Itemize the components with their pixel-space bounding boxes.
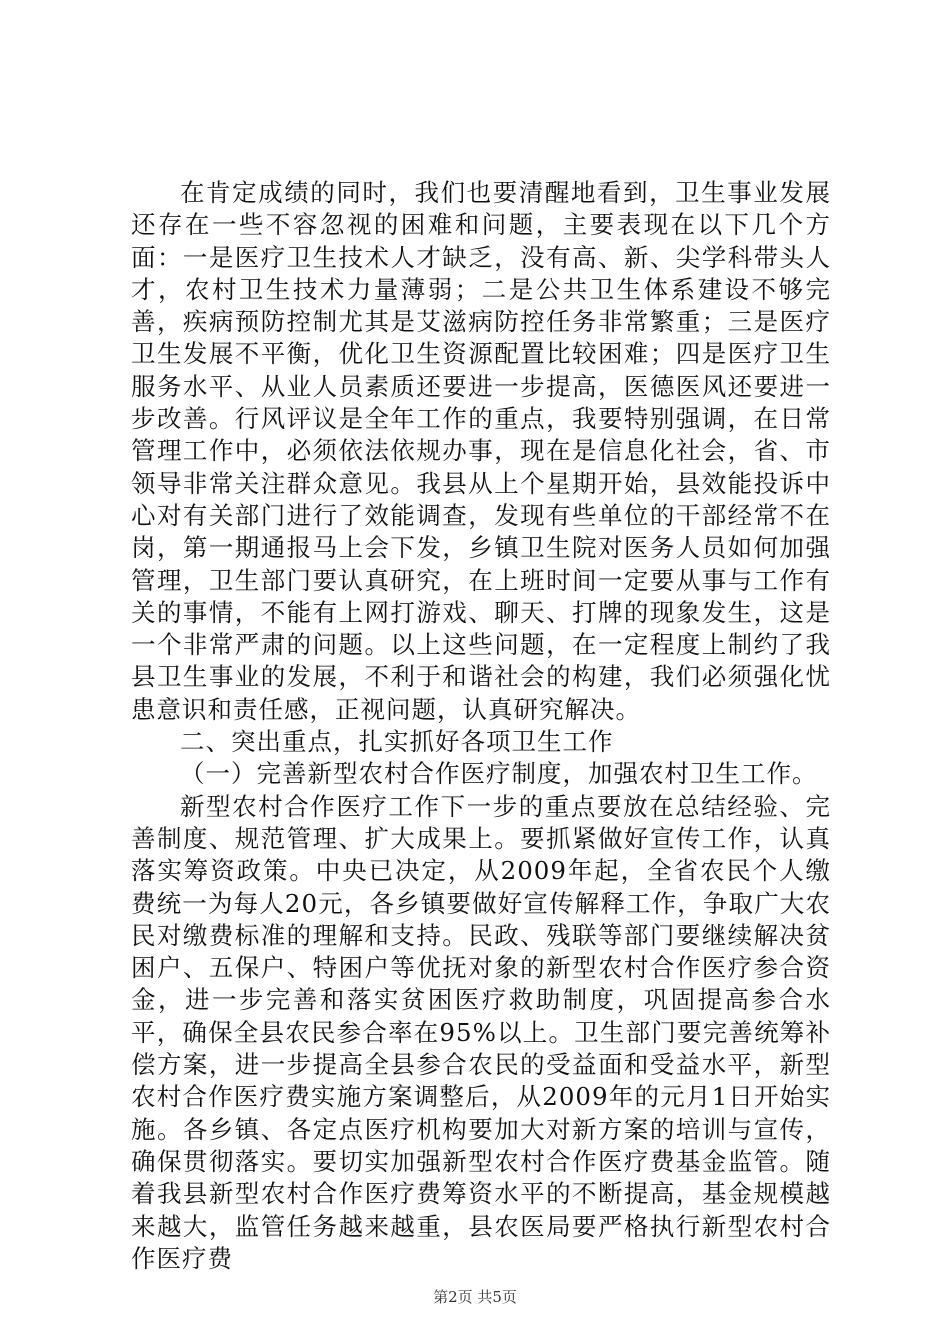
section-heading: 二、突出重点，扎实抓好各项卫生工作 [180,727,614,757]
paragraph-difficulties: 在肯定成绩的同时，我们也要清醒地看到，卫生事业发展还存在一些不容忽视的困难和问题，主要表现在以下几个方面：一是医疗卫生技术人才缺乏，没有高、新、尖学科带头人才，农村卫生技术力量薄弱；二是公共卫生体系建设不够完善，疾病预防控制尤其是艾滋病防控任务非常繁重；三是医疗卫生发展不平衡，优化卫生资源配置比较困难；四是医疗卫生服务水平、从业人员素质还要进一步提高，医德医风还要进一步改善。行风评议是全年工作的重点，我要特别强调，在日常管理工作中，必须依法依规办事，现在是信息化社会，省、市领导非常关注群众意见。我县从上个星期开始，县效能投诉中心对有关部门进行了效能调查，发现有些单位的干部经常不在岗，第一期通报马上会下发，乡镇卫生院对医务人员如何加强管理，卫生部门要认真研究，在上班时间一定要从事与工作有关的事情，不能有上网打游戏、聊天、打牌的现象发生，这是一个非常严肃的问题。以上这些问题，在一定程度上制约了我县卫生事业的发展，不利于和谐社会的构建，我们必须强化忧患意识和责任感，正视问题，认真研究解决。 [131,178,831,724]
document-body [131,177,831,1275]
page-footer: 第2页 共5页 [433,1288,517,1306]
subsection-heading: （一）完善新型农村合作医疗制度，加强农村卫生工作。 [180,759,818,789]
paragraph-rural-cooperative-medical: 新型农村合作医疗工作下一步的重点要放在总结经验、完善制度、规范管理、扩大成果上。要抓紧做好宣传工作，认真落实筹资政策。中央已决定，从2009年起，全省农民个人缴费统一为每人20元，各乡镇要做好宣传解释工作，争取广大农民对缴费标准的理解和支持。民政、残联等部门要继续解决贫困户、五保户、特困户等优抚对象的新型农村合作医疗参合资金，进一步完善和落实贫困医疗救助制度，巩固提高参合水平，确保全县农民参合率在95%以上。卫生部门要完善统筹补偿方案，进一步提高全县参合农民的受益面和受益水平，新型农村合作医疗费实施方案调整后，从2009年的元月1日开始实施。各乡镇、各定点医疗机构要加大对新方案的培训与宣传，确保贯彻落实。要切实加强新型农村合作医疗费基金监管。随着我县新型农村合作医疗费筹资水平的不断提高，基金规模越来越大，监管任务越来越重，县农医局要严格执行新型农村合作医疗费 [131,791,831,1273]
